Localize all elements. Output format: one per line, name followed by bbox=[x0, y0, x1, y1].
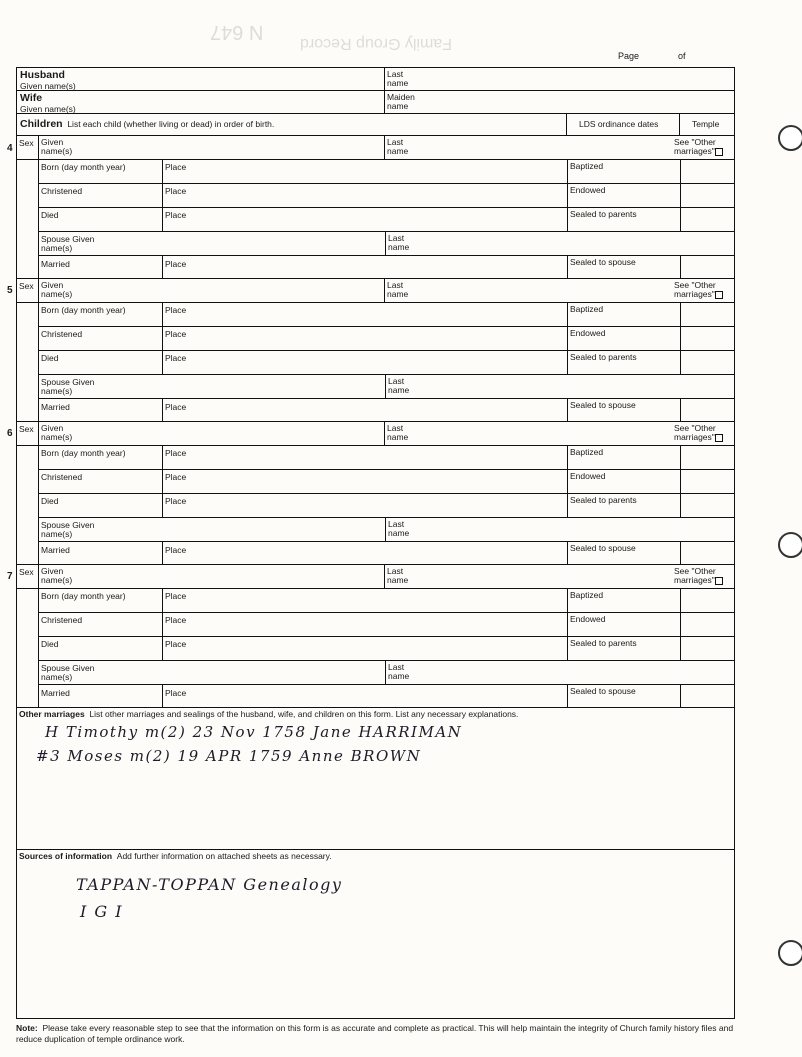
married-place-label: Place bbox=[165, 545, 187, 555]
born-place-label: Place bbox=[165, 591, 187, 601]
child-block bbox=[17, 422, 734, 565]
spouse-last-name-field[interactable] bbox=[385, 661, 734, 684]
wife-label: Wife bbox=[20, 92, 43, 104]
born-label: Born (day month year) bbox=[41, 162, 126, 172]
spouse-row bbox=[38, 375, 734, 399]
spouse-last-name-field[interactable] bbox=[385, 518, 734, 541]
spouse-given-names-field[interactable] bbox=[39, 661, 385, 684]
christened-label: Christened bbox=[41, 615, 83, 625]
checkbox-icon[interactable] bbox=[715, 291, 723, 299]
died-row bbox=[38, 494, 734, 518]
sex-label: Sex bbox=[19, 138, 34, 148]
husband-row bbox=[17, 68, 734, 91]
spouse-label: Spouse Given name(s) bbox=[41, 234, 95, 253]
see-other-marriages-checkbox[interactable] bbox=[674, 281, 730, 299]
given-names-field[interactable] bbox=[38, 136, 384, 159]
see-other-marriages-label: See "Other marriages" bbox=[674, 566, 716, 585]
sealed-to-spouse-temple-field[interactable] bbox=[680, 399, 734, 421]
given-names-field[interactable] bbox=[38, 279, 384, 302]
married-place-field[interactable] bbox=[162, 685, 567, 707]
child-name-row bbox=[17, 565, 734, 589]
died-place-label: Place bbox=[165, 496, 187, 506]
born-label: Born (day month year) bbox=[41, 448, 126, 458]
christened-place-label: Place bbox=[165, 186, 187, 196]
spouse-label: Spouse Given name(s) bbox=[41, 377, 95, 396]
sealed-to-parents-field[interactable] bbox=[567, 351, 680, 374]
source-line-1: TAPPAN-TOPPAN Genealogy bbox=[76, 875, 343, 894]
endowed-field[interactable] bbox=[567, 184, 680, 207]
other-marriages-label: Other marriages bbox=[19, 709, 85, 719]
spouse-row bbox=[38, 518, 734, 542]
wife-maiden-name-label: Maiden name bbox=[387, 92, 415, 111]
married-label: Married bbox=[41, 402, 70, 412]
children-instruction bbox=[20, 120, 274, 129]
died-place-label: Place bbox=[165, 353, 187, 363]
checkbox-icon[interactable] bbox=[715, 148, 723, 156]
spouse-label: Spouse Given name(s) bbox=[41, 520, 95, 539]
sources-instruction: Add further information on attached sheets as necessary. bbox=[116, 851, 332, 861]
baptized-temple-field[interactable] bbox=[680, 160, 734, 183]
born-row bbox=[38, 446, 734, 470]
christened-place-field[interactable] bbox=[162, 470, 567, 493]
see-other-marriages-checkbox[interactable] bbox=[674, 567, 730, 585]
sealed-to-parents-temple-field[interactable] bbox=[680, 494, 734, 517]
note-text: Please take every reasonable step to see that the information on this form is as accurate and complete as practical. This will help maintain the integrity of Church family history files and reduce duplication of temple ordinance work. bbox=[16, 1023, 734, 1044]
baptized-label: Baptized bbox=[570, 590, 604, 600]
spouse-given-names-field[interactable] bbox=[39, 232, 385, 255]
given-names-field[interactable] bbox=[38, 565, 384, 588]
baptized-field[interactable] bbox=[567, 446, 680, 469]
christened-place-label: Place bbox=[165, 329, 187, 339]
baptized-field[interactable] bbox=[567, 589, 680, 612]
last-name-label: Last name bbox=[387, 280, 409, 299]
sealed-to-spouse-field[interactable] bbox=[567, 685, 680, 707]
endowed-temple-field[interactable] bbox=[680, 184, 734, 207]
died-place-field[interactable] bbox=[162, 351, 567, 374]
married-label: Married bbox=[41, 259, 70, 269]
spouse-last-name-field[interactable] bbox=[385, 232, 734, 255]
child-name-row bbox=[17, 422, 734, 446]
child-block bbox=[17, 565, 734, 708]
given-names-label: Given name(s) bbox=[41, 423, 73, 442]
endowed-field[interactable] bbox=[567, 470, 680, 493]
sealed-to-parents-field[interactable] bbox=[567, 637, 680, 660]
married-date-field[interactable] bbox=[39, 256, 162, 278]
sealed-to-parents-temple-field[interactable] bbox=[680, 208, 734, 231]
children-container bbox=[17, 136, 734, 708]
last-name-field[interactable] bbox=[384, 422, 734, 445]
sex-label: Sex bbox=[19, 281, 34, 291]
see-other-marriages-label: See "Other marriages" bbox=[674, 280, 716, 299]
other-marriage-line-1: H Timothy m(2) 23 Nov 1758 Jane HARRIMAN bbox=[45, 723, 463, 741]
child-number-5: 5 bbox=[7, 285, 13, 296]
endowed-field[interactable] bbox=[567, 327, 680, 350]
sealed-to-spouse-temple-field[interactable] bbox=[680, 685, 734, 707]
married-date-field[interactable] bbox=[39, 399, 162, 421]
married-row bbox=[38, 399, 734, 421]
christened-place-field[interactable] bbox=[162, 613, 567, 636]
see-other-marriages-checkbox[interactable] bbox=[674, 424, 730, 442]
wife-maiden-name-field[interactable] bbox=[384, 91, 734, 113]
sealed-to-spouse-field[interactable] bbox=[567, 256, 680, 278]
sealed-to-spouse-label: Sealed to spouse bbox=[570, 686, 636, 696]
christened-date-field[interactable] bbox=[39, 327, 162, 350]
born-row bbox=[38, 303, 734, 327]
child-number-4: 4 bbox=[7, 143, 13, 154]
died-place-field[interactable] bbox=[162, 208, 567, 231]
married-place-field[interactable] bbox=[162, 542, 567, 564]
sources-heading bbox=[19, 852, 332, 861]
sealed-to-parents-label: Sealed to parents bbox=[570, 495, 637, 505]
baptized-label: Baptized bbox=[570, 447, 604, 457]
bleed-through-mark: N 647 bbox=[210, 21, 264, 43]
married-date-field[interactable] bbox=[39, 542, 162, 564]
sealed-to-spouse-label: Sealed to spouse bbox=[570, 400, 636, 410]
sex-label: Sex bbox=[19, 424, 34, 434]
died-place-label: Place bbox=[165, 210, 187, 220]
spouse-given-names-field[interactable] bbox=[39, 518, 385, 541]
spouse-last-name-label: Last name bbox=[388, 233, 410, 252]
temple-column bbox=[679, 114, 734, 135]
born-place-field[interactable] bbox=[162, 589, 567, 612]
see-other-marriages-label: See "Other marriages" bbox=[674, 137, 716, 156]
sex-value-column[interactable] bbox=[17, 160, 38, 278]
christened-row bbox=[38, 327, 734, 351]
husband-label: Husband bbox=[20, 69, 65, 81]
wife-given-names-label: Given name(s) bbox=[20, 104, 76, 114]
sealed-to-parents-temple-field[interactable] bbox=[680, 351, 734, 374]
endowed-label: Endowed bbox=[570, 471, 606, 481]
sex-label: Sex bbox=[19, 567, 34, 577]
born-place-field[interactable] bbox=[162, 160, 567, 183]
sealed-to-spouse-label: Sealed to spouse bbox=[570, 257, 636, 267]
died-label: Died bbox=[41, 353, 59, 363]
spouse-label: Spouse Given name(s) bbox=[41, 663, 95, 682]
christened-place-field[interactable] bbox=[162, 184, 567, 207]
sealed-to-spouse-field[interactable] bbox=[567, 542, 680, 564]
other-marriages-instruction: List other marriages and sealings of the husband, wife, and children on this form. List any necessary explanations. bbox=[89, 709, 519, 719]
child-number-7: 7 bbox=[7, 571, 13, 582]
born-row bbox=[38, 160, 734, 184]
husband-last-name-label: Last name bbox=[387, 69, 409, 88]
checkbox-icon[interactable] bbox=[715, 577, 723, 585]
sealed-to-spouse-label: Sealed to spouse bbox=[570, 543, 636, 553]
christened-row bbox=[38, 470, 734, 494]
born-row bbox=[38, 589, 734, 613]
christened-date-field[interactable] bbox=[39, 470, 162, 493]
last-name-field[interactable] bbox=[384, 565, 734, 588]
spouse-given-names-field[interactable] bbox=[39, 375, 385, 398]
endowed-field[interactable] bbox=[567, 613, 680, 636]
died-place-field[interactable] bbox=[162, 494, 567, 517]
source-line-2: I G I bbox=[80, 902, 124, 921]
spouse-row bbox=[38, 232, 734, 256]
married-place-label: Place bbox=[165, 259, 187, 269]
sealed-to-parents-label: Sealed to parents bbox=[570, 352, 637, 362]
christened-label: Christened bbox=[41, 472, 83, 482]
note-label: Note: bbox=[16, 1023, 38, 1033]
children-header-row bbox=[17, 114, 734, 136]
sources-label: Sources of information bbox=[19, 851, 113, 861]
lds-ordinance-dates-column bbox=[566, 114, 679, 135]
died-row bbox=[38, 637, 734, 661]
binder-hole-top bbox=[778, 125, 802, 151]
spouse-last-name-field[interactable] bbox=[385, 375, 734, 398]
died-date-field[interactable] bbox=[39, 351, 162, 374]
wife-row bbox=[17, 91, 734, 114]
bleed-through-title: Family Group Record bbox=[300, 35, 453, 52]
sealed-to-parents-label: Sealed to parents bbox=[570, 209, 637, 219]
christened-row bbox=[38, 184, 734, 208]
child-number-6: 6 bbox=[7, 428, 13, 439]
last-name-label: Last name bbox=[387, 137, 409, 156]
born-label: Born (day month year) bbox=[41, 591, 126, 601]
sealed-to-spouse-field[interactable] bbox=[567, 399, 680, 421]
christened-place-field[interactable] bbox=[162, 327, 567, 350]
died-place-field[interactable] bbox=[162, 637, 567, 660]
temple-label: Temple bbox=[692, 119, 720, 129]
last-name-label: Last name bbox=[387, 423, 409, 442]
died-label: Died bbox=[41, 639, 59, 649]
endowed-temple-field[interactable] bbox=[680, 327, 734, 350]
lds-ordinance-dates-label: LDS ordinance dates bbox=[579, 119, 659, 129]
endowed-label: Endowed bbox=[570, 328, 606, 338]
born-date-field[interactable] bbox=[39, 446, 162, 469]
born-place-label: Place bbox=[165, 162, 187, 172]
child-name-row bbox=[17, 136, 734, 160]
spouse-last-name-label: Last name bbox=[388, 519, 410, 538]
married-place-label: Place bbox=[165, 402, 187, 412]
baptized-label: Baptized bbox=[570, 304, 604, 314]
christened-date-field[interactable] bbox=[39, 613, 162, 636]
last-name-field[interactable] bbox=[384, 136, 734, 159]
baptized-field[interactable] bbox=[567, 303, 680, 326]
died-place-label: Place bbox=[165, 639, 187, 649]
other-marriages-heading bbox=[19, 710, 518, 719]
born-place-label: Place bbox=[165, 448, 187, 458]
sealed-to-parents-temple-field[interactable] bbox=[680, 637, 734, 660]
sealed-to-parents-field[interactable] bbox=[567, 208, 680, 231]
children-label: Children bbox=[20, 118, 63, 130]
married-row bbox=[38, 256, 734, 278]
binder-hole-middle bbox=[778, 532, 802, 558]
christened-date-field[interactable] bbox=[39, 184, 162, 207]
children-instruction-text: List each child (whether living or dead) in order of birth. bbox=[67, 119, 275, 129]
sealed-to-spouse-temple-field[interactable] bbox=[680, 256, 734, 278]
given-names-field[interactable] bbox=[38, 422, 384, 445]
see-other-marriages-label: See "Other marriages" bbox=[674, 423, 716, 442]
spouse-last-name-label: Last name bbox=[388, 662, 410, 681]
endowed-temple-field[interactable] bbox=[680, 470, 734, 493]
other-marriage-line-2: #3 Moses m(2) 19 APR 1759 Anne BROWN bbox=[36, 747, 422, 765]
child-name-row bbox=[17, 279, 734, 303]
sex-value-column[interactable] bbox=[17, 589, 38, 707]
born-label: Born (day month year) bbox=[41, 305, 126, 315]
checkbox-icon[interactable] bbox=[715, 434, 723, 442]
christened-label: Christened bbox=[41, 186, 83, 196]
sealed-to-parents-field[interactable] bbox=[567, 494, 680, 517]
baptized-temple-field[interactable] bbox=[680, 589, 734, 612]
sealed-to-spouse-temple-field[interactable] bbox=[680, 542, 734, 564]
given-names-label: Given name(s) bbox=[41, 137, 73, 156]
married-row bbox=[38, 685, 734, 707]
married-place-field[interactable] bbox=[162, 256, 567, 278]
child-block bbox=[17, 279, 734, 422]
baptized-temple-field[interactable] bbox=[680, 446, 734, 469]
died-label: Died bbox=[41, 210, 59, 220]
page-label: Page bbox=[618, 51, 640, 61]
married-place-label: Place bbox=[165, 688, 187, 698]
married-row bbox=[38, 542, 734, 564]
spouse-last-name-label: Last name bbox=[388, 376, 410, 395]
married-date-field[interactable] bbox=[39, 685, 162, 707]
born-place-label: Place bbox=[165, 305, 187, 315]
married-label: Married bbox=[41, 688, 70, 698]
christened-place-label: Place bbox=[165, 472, 187, 482]
sex-value-column[interactable] bbox=[17, 446, 38, 564]
baptized-label: Baptized bbox=[570, 161, 604, 171]
born-place-field[interactable] bbox=[162, 303, 567, 326]
christened-place-label: Place bbox=[165, 615, 187, 625]
married-place-field[interactable] bbox=[162, 399, 567, 421]
born-date-field[interactable] bbox=[39, 303, 162, 326]
husband-given-names-label: Given name(s) bbox=[20, 81, 76, 91]
husband-last-name-field[interactable] bbox=[384, 68, 734, 90]
of-label: of bbox=[678, 51, 686, 61]
died-date-field[interactable] bbox=[39, 208, 162, 231]
footer-note bbox=[16, 1023, 736, 1045]
sex-value-column[interactable] bbox=[17, 303, 38, 421]
baptized-temple-field[interactable] bbox=[680, 303, 734, 326]
died-row bbox=[38, 208, 734, 232]
sealed-to-parents-label: Sealed to parents bbox=[570, 638, 637, 648]
born-date-field[interactable] bbox=[39, 160, 162, 183]
last-name-field[interactable] bbox=[384, 279, 734, 302]
endowed-label: Endowed bbox=[570, 614, 606, 624]
see-other-marriages-checkbox[interactable] bbox=[674, 138, 730, 156]
spouse-row bbox=[38, 661, 734, 685]
christened-label: Christened bbox=[41, 329, 83, 339]
endowed-label: Endowed bbox=[570, 185, 606, 195]
last-name-label: Last name bbox=[387, 566, 409, 585]
died-label: Died bbox=[41, 496, 59, 506]
died-date-field[interactable] bbox=[39, 637, 162, 660]
died-date-field[interactable] bbox=[39, 494, 162, 517]
christened-row bbox=[38, 613, 734, 637]
given-names-label: Given name(s) bbox=[41, 280, 73, 299]
born-place-field[interactable] bbox=[162, 446, 567, 469]
endowed-temple-field[interactable] bbox=[680, 613, 734, 636]
born-date-field[interactable] bbox=[39, 589, 162, 612]
died-row bbox=[38, 351, 734, 375]
child-block bbox=[17, 136, 734, 279]
binder-hole-bottom bbox=[778, 940, 802, 966]
baptized-field[interactable] bbox=[567, 160, 680, 183]
given-names-label: Given name(s) bbox=[41, 566, 73, 585]
married-label: Married bbox=[41, 545, 70, 555]
